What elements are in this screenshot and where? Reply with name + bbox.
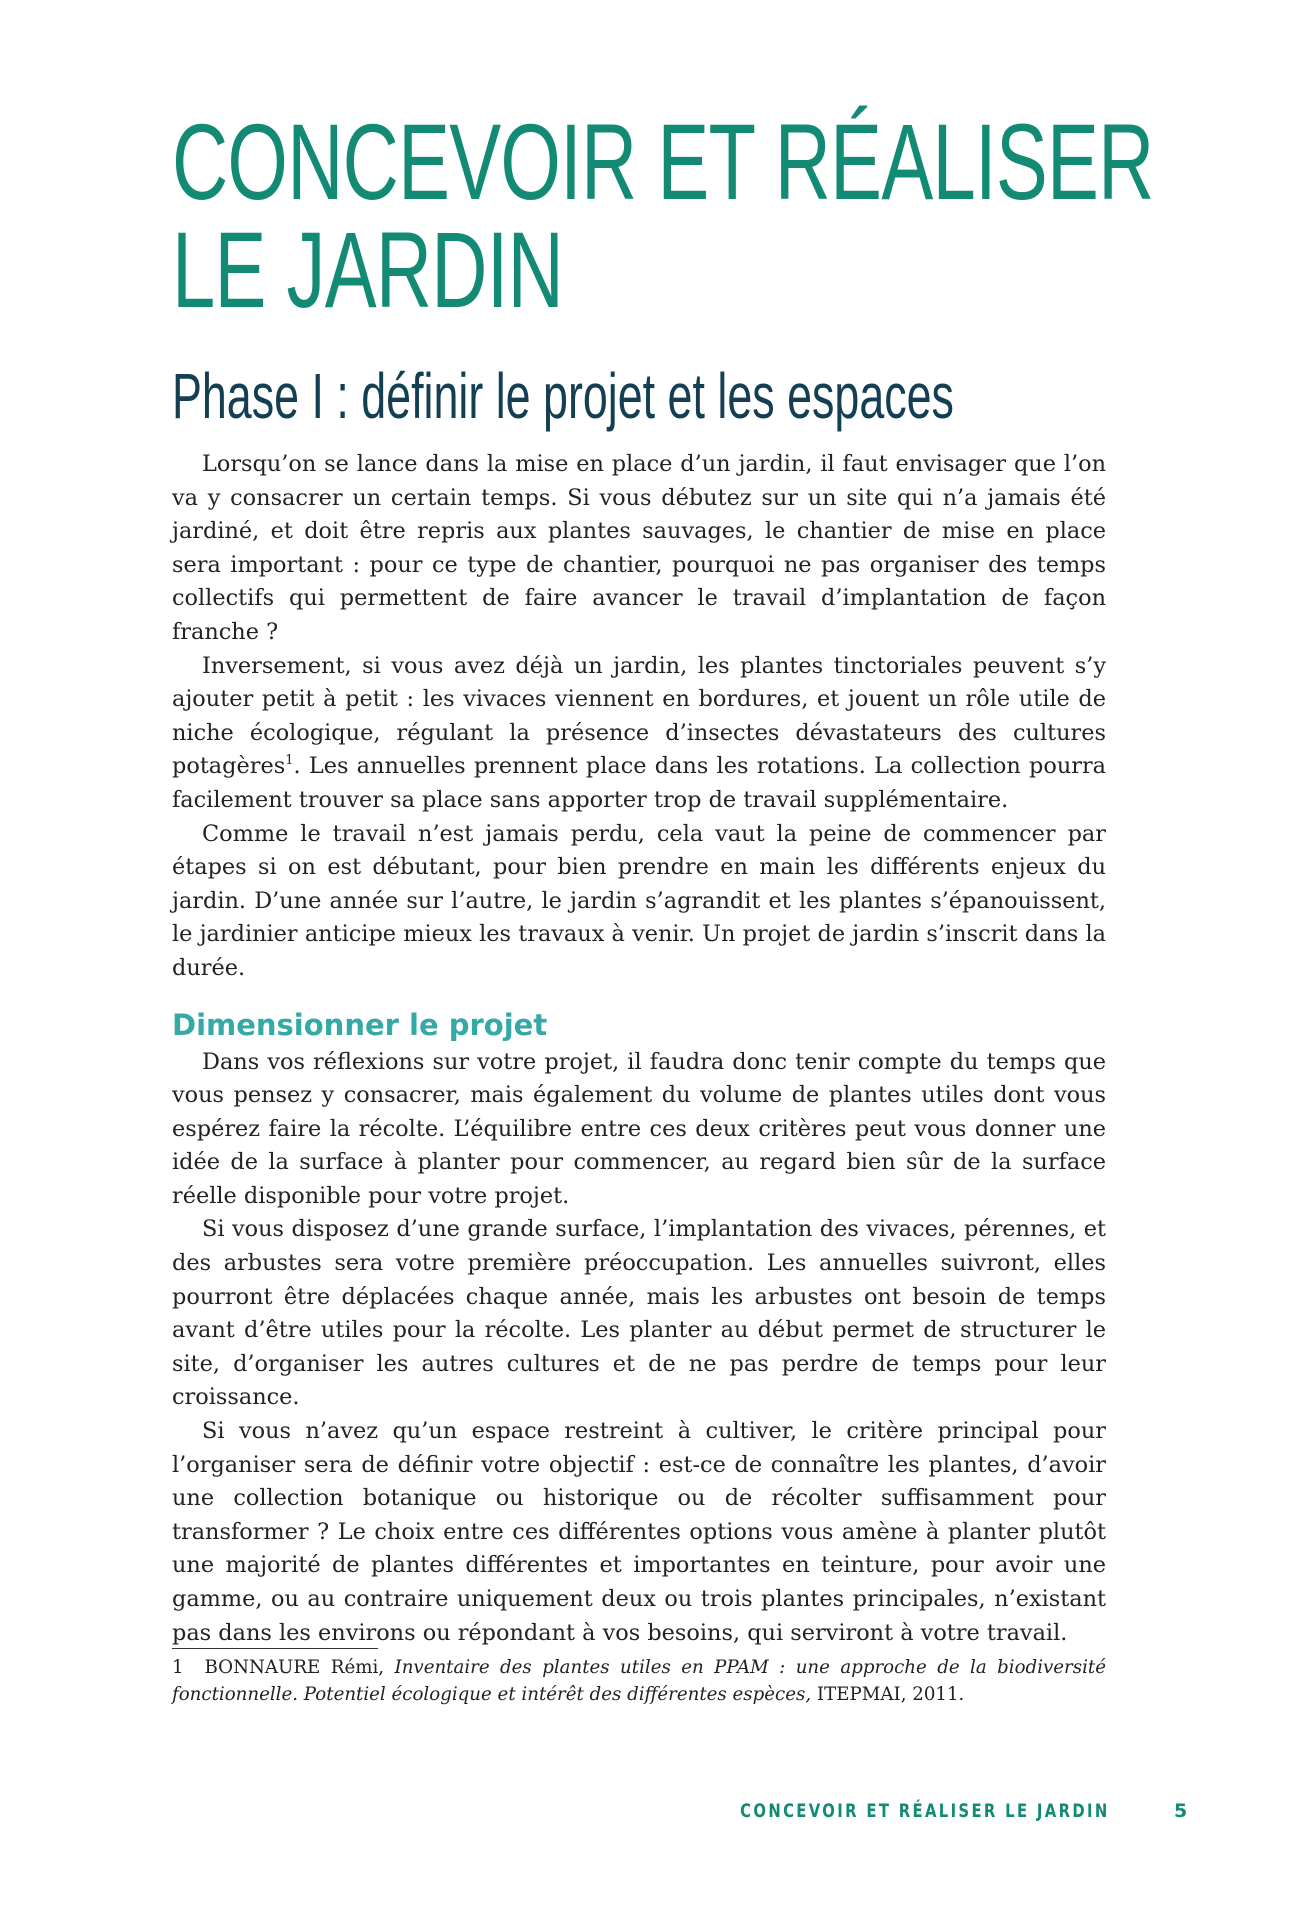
chapter-title-line-1: CONCEVOIR ET RÉALISER <box>172 101 1154 222</box>
intro-paragraph-2-text-a: Inversement, si vous avez déjà un jardin, les plantes tinctoriales peuvent s’y ajouter petit à petit : les vivaces viennent en bordures, et jouent un rôle utile de niche écologique, régulant la présence d’insectes dévastateurs des cultures potagères <box>172 652 1106 780</box>
intro-paragraph-2 <box>172 650 1106 818</box>
phase-heading: Phase I : définir le projet et les espaces <box>172 360 954 432</box>
footnote-divider <box>172 1648 378 1649</box>
footnote-number: 1 <box>172 1657 184 1678</box>
intro-paragraph-2-text-b: . Les annuelles prennent place dans les rotations. La collection pourra facilement trouver sa place sans apporter trop de travail supplémentaire. <box>172 753 1106 813</box>
section-paragraph-3: Si vous n’avez qu’un espace restreint à cultiver, le critère principal pour l’organiser sera de définir votre objectif : est-ce de connaître les plantes, d’avoir une collection botanique ou historique ou de récolter suffisamment pour transformer ? Le choix entre ces différentes options vous amène à planter plutôt une majorité de plantes différentes et importantes en teinture, pour avoir une gamme, ou au contraire uniquement deux ou trois plantes principales, n’existant pas dans les environs ou répondant à vos besoins, qui serviront à votre travail. <box>172 1418 1106 1646</box>
intro-paragraph-1: Lorsqu’on se lance dans la mise en place d’un jardin, il faut envisager que l’on va y consacrer un certain temps. Si vous débutez sur un site qui n’a jamais été jardiné, et doit être repris aux plantes sauvages, le chantier de mise en place sera important : pour ce type de chantier, pourquoi ne pas organiser des temps collectifs qui permettent de faire avancer le travail d’implantation de façon franche ? <box>172 451 1106 645</box>
body-text <box>172 448 1106 1650</box>
section-heading: Dimensionner le projet <box>172 1007 548 1042</box>
intro-paragraph-3: Comme le travail n’est jamais perdu, cela vaut la peine de commencer par étapes si on est débutant, pour bien prendre en main les différents enjeux du jardin. D’une année sur l’autre, le jardin s’agrandit et les plantes s’épanouissent, le jardinier anticipe mieux les travaux à venir. Un projet de jardin s’inscrit dans la durée. <box>172 820 1106 981</box>
page-number: 5 <box>1174 1800 1188 1822</box>
section-paragraph-1: Dans vos réflexions sur votre projet, il faudra donc tenir compte du temps que vous pensez y consacrer, mais également du volume de plantes utiles dont vous espérez faire la récolte. L’équilibre entre ces deux critères peut vous donner une idée de la surface à planter pour commencer, au regard bien sûr de la surface réelle disponible pour votre projet. <box>172 1048 1106 1209</box>
chapter-title-line-2: LE JARDIN <box>172 209 564 330</box>
chapter-title <box>172 101 1154 330</box>
running-footer-title: CONCEVOIR ET RÉALISER LE JARDIN <box>740 1800 1110 1822</box>
footnote <box>172 1654 1106 1708</box>
footnote-work-title: Inventaire des plantes utiles en PPAM : une approche de la biodiversité fonctionnelle. Potentiel écologique et intérêt des différentes espèces, <box>172 1657 1106 1705</box>
footnote-reference: 1 <box>285 753 294 769</box>
footnote-publisher: ITEPMAI, 2011. <box>816 1684 965 1705</box>
footnote-author: BONNAURE Rémi, <box>204 1657 385 1678</box>
section-paragraph-2: Si vous disposez d’une grande surface, l’implantation des vivaces, pérennes, et des arbustes sera votre première préoccupation. Les annuelles suivront, elles pourront être déplacées chaque année, mais les arbustes ont besoin de temps avant d’être utiles pour la récolte. Les planter au début permet de structurer le site, d’organiser les autres cultures et de ne pas perdre de temps pour leur croissance. <box>172 1216 1106 1411</box>
